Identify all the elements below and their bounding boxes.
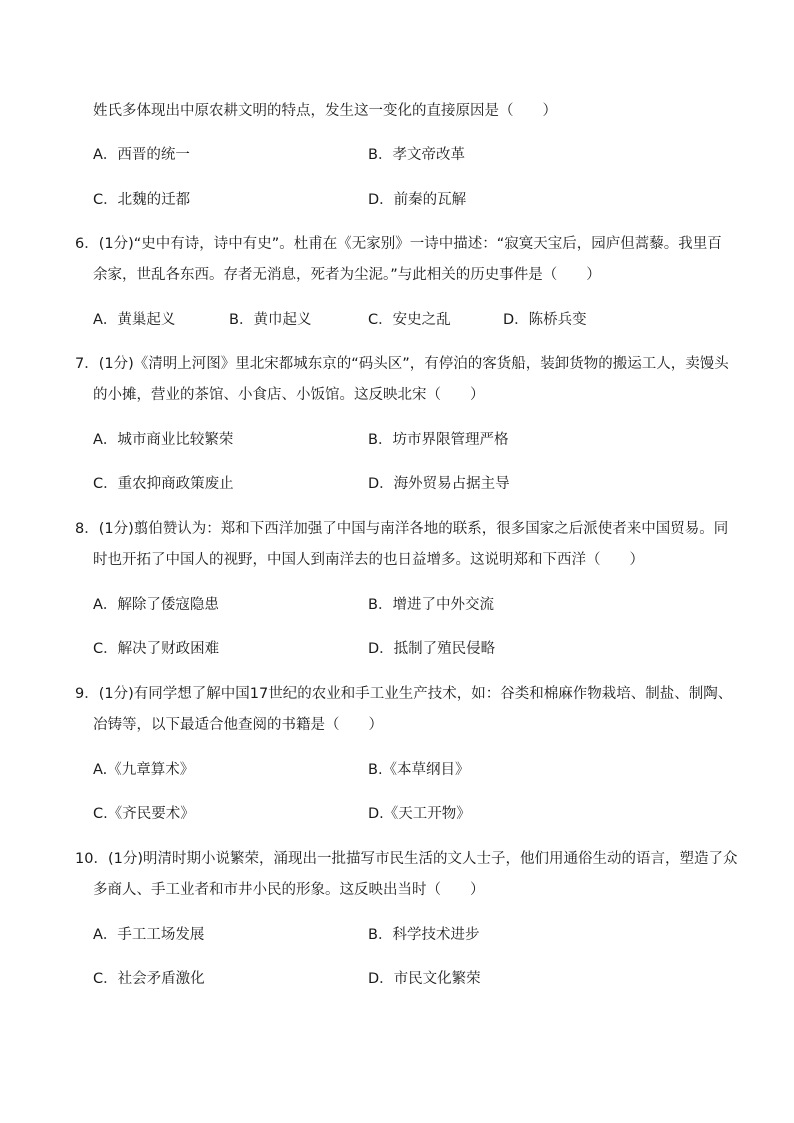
q8-stem-line-1: 8．(1分)翦伯赞认为：郑和下西洋加强了中国与南洋各地的联系，很多国家之后派使者来中国贸易。同 <box>75 521 729 537</box>
q9-option-a: A.《九章算术》 <box>93 762 195 778</box>
q9-stem-line-1: 9．(1分)有同学想了解中国17世纪的农业和手工业生产技术，如：谷类和棉麻作物栽培、制盐、制陶、 <box>75 686 733 702</box>
q7-stem-line-1: 7．(1分)《清明上河图》里北宋都城东京的“码头区”，有停泊的客货船，装卸货物的搬运工人，卖馒头 <box>75 356 729 372</box>
q8-option-d: D．抵制了殖民侵略 <box>368 641 496 657</box>
q6-stem-line-2: 余家，世乱各东西。存者无消息，死者为尘泥。”与此相关的历史事件是（ ） <box>93 267 601 283</box>
q5-option-a: A．西晋的统一 <box>93 147 190 163</box>
q9-option-d: D.《天工开物》 <box>368 806 471 822</box>
q5-option-d: D．前秦的瓦解 <box>368 192 467 208</box>
q10-option-c: C．社会矛盾激化 <box>93 971 205 987</box>
q9-stem-line-2: 冶铸等，以下最适合他查阅的书籍是（ ） <box>93 717 383 733</box>
q8-option-a: A．解除了倭寇隐患 <box>93 597 219 613</box>
q7-option-d: D．海外贸易占据主导 <box>368 476 510 492</box>
q10-option-b: B．科学技术进步 <box>368 927 480 943</box>
q6-stem-line-1: 6．(1分)“史中有诗，诗中有史”。杜甫在《无家别》一诗中描述：“寂寞天宝后，园庐但蒿藜。我里百 <box>75 236 722 252</box>
q9-option-c: C.《齐民要术》 <box>93 806 195 822</box>
q8-option-b: B．增进了中外交流 <box>368 597 494 613</box>
q9-option-b: B.《本草纲目》 <box>368 762 470 778</box>
q6-option-a: A．黄巢起义 <box>93 312 176 328</box>
q6-option-c: C．安史之乱 <box>368 312 451 328</box>
q10-option-a: A．手工工场发展 <box>93 927 205 943</box>
q10-stem-line-1: 10．(1分)明清时期小说繁荣，涌现出一批描写市民生活的文人士子，他们用通俗生动的语言，塑造了众 <box>75 851 738 867</box>
q5-option-c: C．北魏的迁都 <box>93 192 191 208</box>
q6-option-b: B．黄巾起义 <box>229 312 312 328</box>
q7-option-a: A．城市商业比较繁荣 <box>93 432 234 448</box>
q10-option-d: D．市民文化繁荣 <box>368 971 481 987</box>
q10-stem-line-2: 多商人、手工业者和市井小民的形象。这反映出当时（ ） <box>93 882 485 898</box>
q5-option-b: B．孝文帝改革 <box>368 147 465 163</box>
q7-option-c: C．重农抑商政策废止 <box>93 476 234 492</box>
q7-option-b: B．坊市界限管理严格 <box>368 432 509 448</box>
q8-stem-line-2: 时也开拓了中国人的视野，中国人到南洋去的也日益增多。这说明郑和下西洋（ ） <box>93 552 644 568</box>
q8-option-c: C．解决了财政困难 <box>93 641 220 657</box>
q5-stem-line-1: 姓氏多体现出中原农耕文明的特点，发生这一变化的直接原因是（ ） <box>93 103 557 119</box>
q7-stem-line-2: 的小摊，营业的茶馆、小食店、小饭馆。这反映北宋（ ） <box>93 387 485 403</box>
q6-option-d: D．陈桥兵变 <box>503 312 587 328</box>
